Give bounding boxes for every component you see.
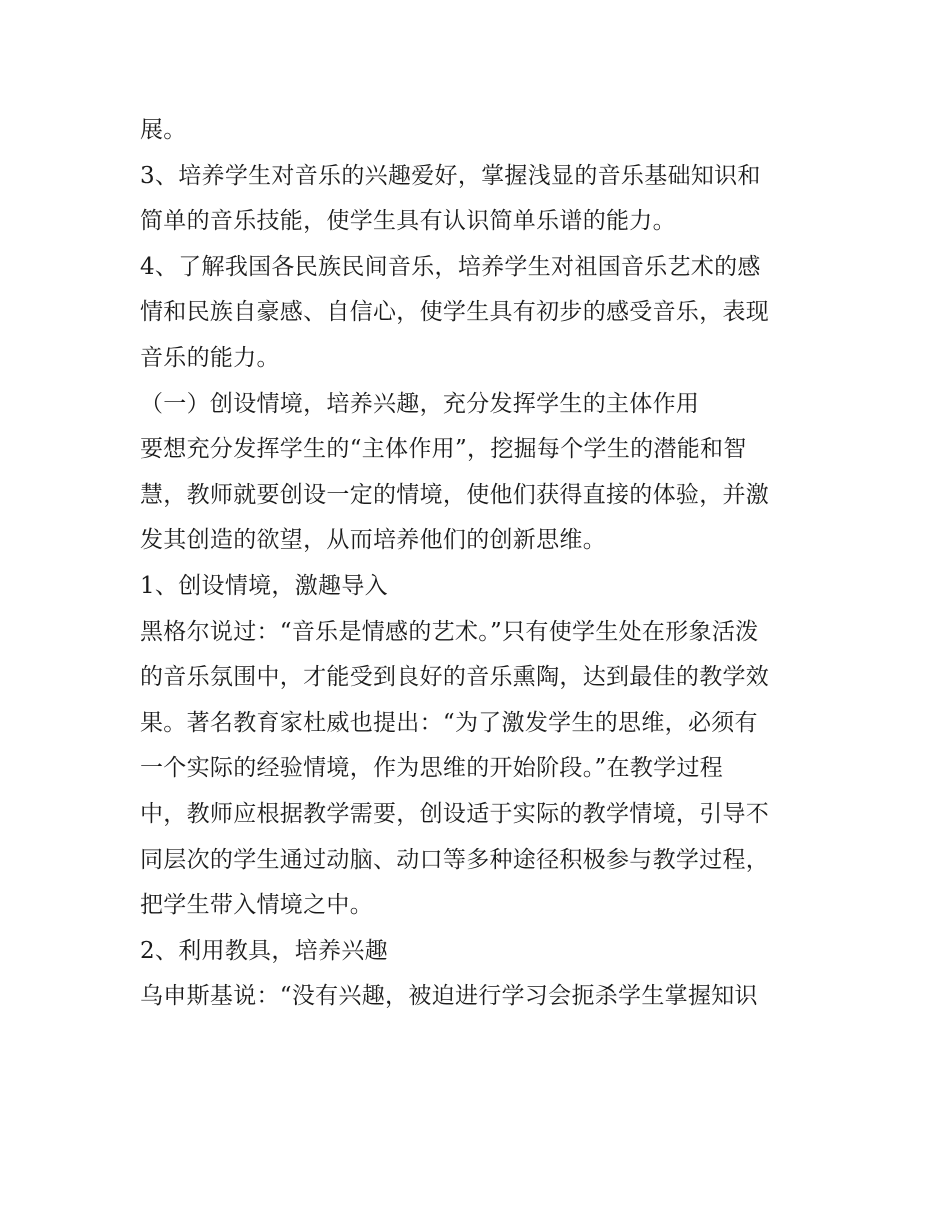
text-line: 的音乐氛围中，才能受到良好的音乐熏陶，达到最佳的教学效 bbox=[140, 664, 770, 691]
text-line: 3、培养学生对音乐的兴趣爱好，掌握浅显的音乐基础知识和 bbox=[140, 162, 761, 189]
subsection-heading: 2、利用教具，培养兴趣 bbox=[140, 937, 388, 964]
text-line: 把学生带入情境之中。 bbox=[140, 892, 373, 919]
document-body bbox=[140, 108, 820, 1020]
text-line: 要想充分发挥学生的“主体作用”，挖掘每个学生的潜能和智 bbox=[140, 436, 747, 463]
text-line: 展。 bbox=[140, 117, 187, 143]
text-line: 慧，教师就要创设一定的情境，使他们获得直接的体验，并激 bbox=[140, 481, 770, 508]
section-heading: （一）创设情境，培养兴趣，充分发挥学生的主体作用 bbox=[140, 390, 700, 417]
text-line: 乌申斯基说：“没有兴趣，被迫进行学习会扼杀学生掌握知识 bbox=[140, 983, 758, 1010]
text-line: 黑格尔说过：“音乐是情感的艺术。”只有使学生处在形象活泼 bbox=[140, 618, 759, 645]
text-line: 同层次的学生通过动脑、动口等多种途径积极参与教学过程， bbox=[140, 846, 770, 873]
text-line: 简单的音乐技能，使学生具有认识简单乐谱的能力。 bbox=[140, 208, 676, 235]
text-line: 果。著名教育家杜威也提出：“为了激发学生的思维，必须有 bbox=[140, 709, 758, 736]
text-line: 情和民族自豪感、自信心，使学生具有初步的感受音乐，表现 bbox=[140, 299, 770, 326]
subsection-heading: 1、创设情境，激趣导入 bbox=[140, 572, 388, 599]
text-line: 中，教师应根据教学需要，创设适于实际的教学情境，引导不 bbox=[140, 800, 770, 827]
text-line: 发其创造的欲望，从而培养他们的创新思维。 bbox=[140, 527, 606, 554]
text-line: 音乐的能力。 bbox=[140, 344, 280, 371]
text-line: 4、了解我国各民族民间音乐，培养学生对祖国音乐艺术的感 bbox=[140, 253, 761, 280]
text-line: 一个实际的经验情境，作为思维的开始阶段。”在教学过程 bbox=[140, 755, 724, 782]
